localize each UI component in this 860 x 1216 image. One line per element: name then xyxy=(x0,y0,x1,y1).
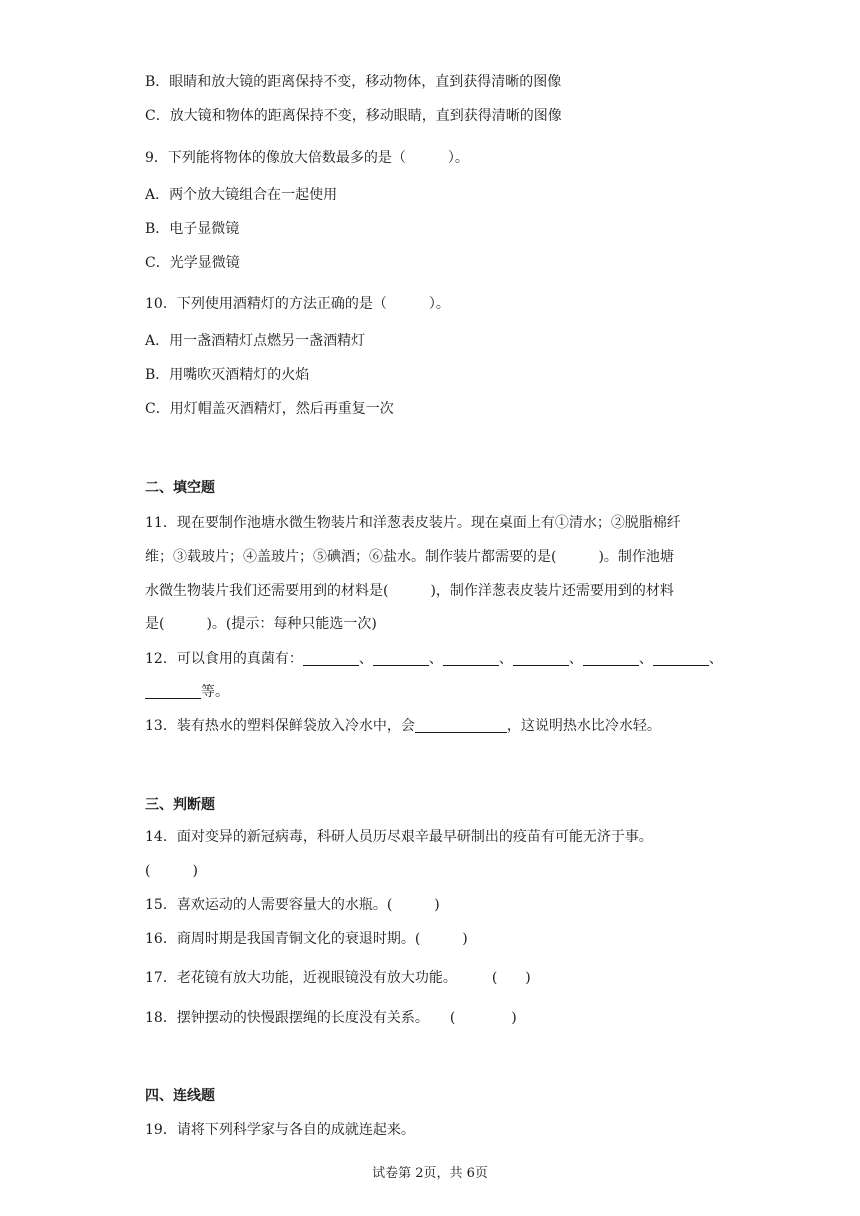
q10-option-c: C．用灯帽盖灭酒精灯，然后再重复一次 xyxy=(145,401,394,417)
q9-option-a: A．两个放大镜组合在一起使用 xyxy=(145,187,338,203)
q15-stem: 15．喜欢运动的人需要容量大的水瓶。( ) xyxy=(145,897,440,913)
q13 xyxy=(145,716,720,736)
answer-blank[interactable] xyxy=(303,651,359,666)
answer-blank[interactable] xyxy=(513,651,569,666)
answer-blank[interactable] xyxy=(415,718,507,733)
separator: 、 xyxy=(568,651,583,667)
separator: 、 xyxy=(428,651,443,667)
q8-option-c: C．放大镜和物体的距离保持不变，移动眼睛，直到获得清晰的图像 xyxy=(145,108,562,124)
q11-line-4: 是( )。(提示：每种只能选一次) xyxy=(145,616,377,632)
q17-stem: 17．老花镜有放大功能，近视眼镜没有放大功能。 ( ) xyxy=(145,970,531,986)
q12-line-2 xyxy=(145,682,720,702)
q10-option-a: A．用一盏酒精灯点燃另一盏酒精灯 xyxy=(145,333,366,349)
separator: 、 xyxy=(708,651,723,667)
q13-prefix: 13．装有热水的塑料保鲜袋放入冷水中，会 xyxy=(145,718,415,734)
q10-stem: 10．下列使用酒精灯的方法正确的是（ ）。 xyxy=(145,296,450,312)
q16-stem: 16．商周时期是我国青铜文化的衰退时期。( ) xyxy=(145,931,468,947)
section-title-judgment: 三、判断题 xyxy=(145,797,215,813)
q12-suffix: 等。 xyxy=(201,684,229,700)
q9-stem: 9．下列能将物体的像放大倍数最多的是（ ）。 xyxy=(145,150,469,166)
answer-blank[interactable] xyxy=(373,651,429,666)
separator: 、 xyxy=(638,651,653,667)
q10-option-b: B．用嘴吹灭酒精灯的火焰 xyxy=(145,367,310,383)
q11-line-2: 维；③载玻片；④盖玻片；⑤碘酒；⑥盐水。制作装片都需要的是( )。制作池塘 xyxy=(145,549,674,565)
q13-suffix: ，这说明热水比冷水轻。 xyxy=(506,718,661,734)
q14-line-2: ( ) xyxy=(145,863,198,879)
q11-line-3: 水微生物装片我们还需要用到的材料是( )，制作洋葱表皮装片还需要用到的材料 xyxy=(145,583,674,599)
answer-blank[interactable] xyxy=(145,684,201,699)
q19-stem: 19．请将下列科学家与各自的成就连起来。 xyxy=(145,1122,415,1138)
section-title-fill-blank: 二、填空题 xyxy=(145,480,215,496)
answer-blank[interactable] xyxy=(653,651,709,666)
q18-stem: 18．摆钟摆动的快慢跟摆绳的长度没有关系。 ( ) xyxy=(145,1010,517,1026)
answer-blank[interactable] xyxy=(443,651,499,666)
section-title-matching: 四、连线题 xyxy=(145,1088,215,1104)
q9-option-c: C．光学显微镜 xyxy=(145,255,240,271)
q9-option-b: B．电子显微镜 xyxy=(145,221,240,237)
separator: 、 xyxy=(498,651,513,667)
answer-blank[interactable] xyxy=(583,651,639,666)
q14-line-1: 14．面对变异的新冠病毒，科研人员历尽艰辛最早研制出的疫苗有可能无济于事。 xyxy=(145,829,653,845)
separator: 、 xyxy=(358,651,373,667)
q12-line-1 xyxy=(145,649,723,669)
page-footer: 试卷第 2页，共 6页 xyxy=(372,1166,488,1181)
q12-prefix: 12．可以食用的真菌有： xyxy=(145,651,303,667)
q8-option-b: B．眼睛和放大镜的距离保持不变，移动物体，直到获得清晰的图像 xyxy=(145,74,562,90)
q11-line-1: 11．现在要制作池塘水微生物装片和洋葱表皮装片。现在桌面上有①清水；②脱脂棉纤 xyxy=(145,515,681,531)
